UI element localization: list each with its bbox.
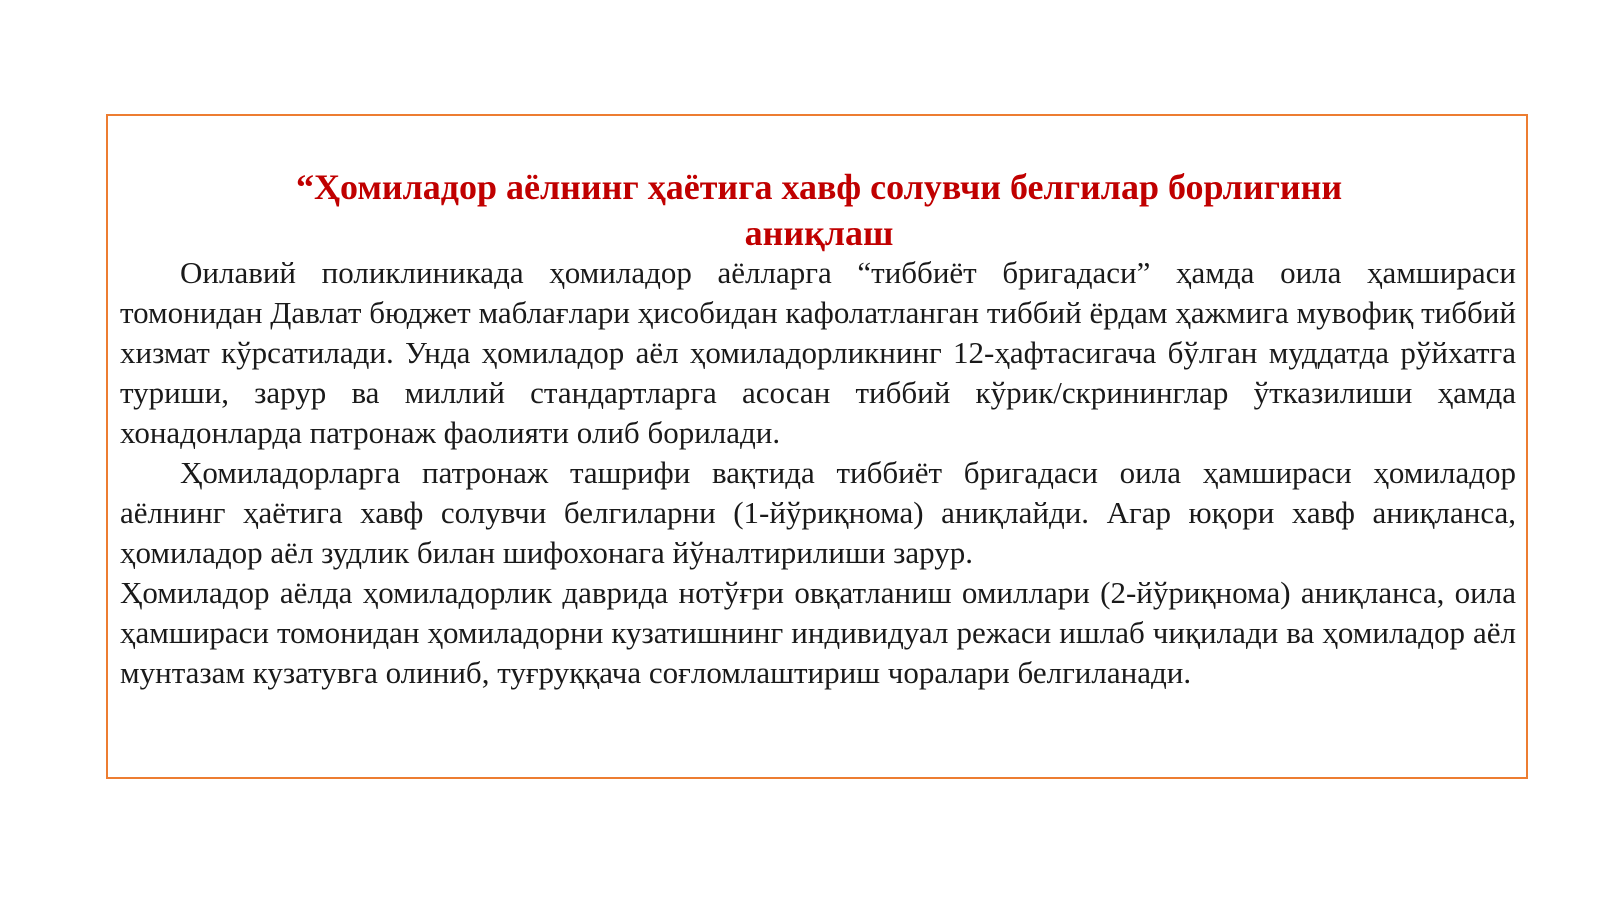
- slide-title: [108, 164, 1530, 256]
- slide-title-line-2: аниқлаш: [744, 213, 894, 253]
- paragraph-nutrition-plan: Ҳомиладор аёлда ҳомиладорлик даврида нотўғри овқатланиш омиллари (2-йўриқнома) аниқланса, оила ҳамшираси томонидан ҳомиладорни кузатишнинг индивидуал режаси ишлаб чиқилади ва ҳомиладор аёл мунтазам кузатувга олиниб, туғруққача соғломлаштириш чоралари белгиланади.: [120, 575, 1516, 690]
- content-frame: [106, 114, 1528, 779]
- slide-title-line-1: “Ҳомиладор аёлнинг ҳаётига хавф солувчи белгилар борлигини: [296, 167, 1343, 207]
- slide-body: [120, 253, 1516, 693]
- paragraph-polyclinic-care: Оилавий поликлиникада ҳомиладор аёлларга “тиббиёт бригадаси” ҳамда оила ҳамшираси томонидан Давлат бюджет маблағлари ҳисобидан кафолатланган тиббий ёрдам ҳажмига мувофиқ тиббий хизмат кўрсатилади. Унда ҳомиладор аёл ҳомиладорликнинг 12-ҳафтасигача бўлган муддатда рўйхатга туриши, зарур ва миллий стандартларга асосан тиббий кўрик/скрининглар ўтказилиши ҳамда хонадонларда патронаж фаолияти олиб борилади.: [120, 255, 1516, 450]
- paragraph-patronage-visit: Ҳомиладорларга патронаж ташрифи вақтида тиббиёт бригадаси оила ҳамшираси ҳомиладор аёлнинг ҳаётига хавф солувчи белгиларни (1-йўриқнома) аниқлайди. Агар юқори хавф аниқланса, ҳомиладор аёл зудлик билан шифохонага йўналтирилиши зарур.: [120, 455, 1516, 570]
